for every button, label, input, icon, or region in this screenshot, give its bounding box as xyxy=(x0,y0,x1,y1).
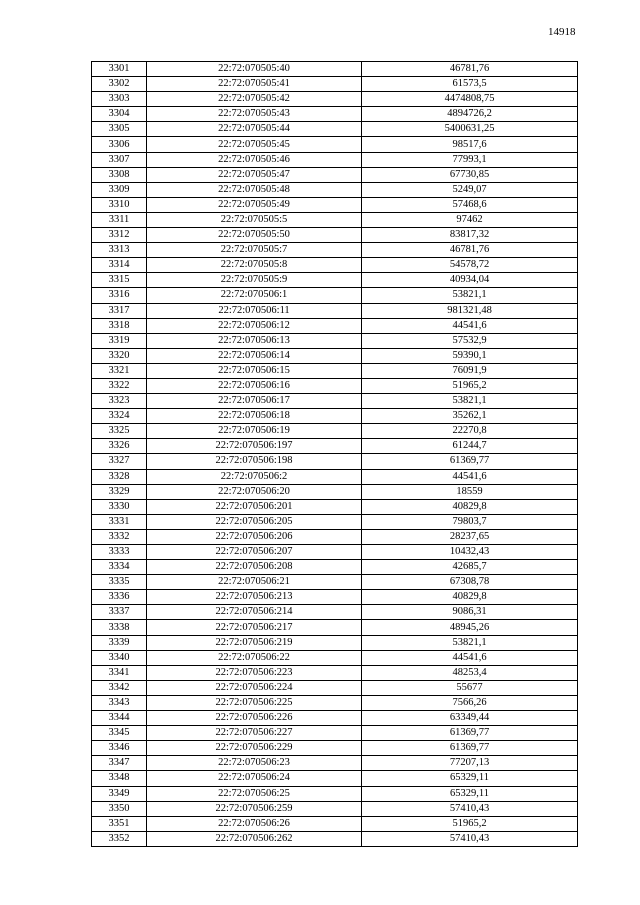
cadastral-number-cell: 22:72:070506:198 xyxy=(147,454,362,469)
table-row xyxy=(92,424,578,439)
value-cell: 9086,31 xyxy=(362,605,578,620)
cadastral-number-cell: 22:72:070506:225 xyxy=(147,695,362,710)
cadastral-number-cell: 22:72:070506:15 xyxy=(147,363,362,378)
table-row xyxy=(92,590,578,605)
value-cell: 57468,6 xyxy=(362,197,578,212)
cadastral-number-cell: 22:72:070505:47 xyxy=(147,167,362,182)
table-row xyxy=(92,303,578,318)
cadastral-number-cell: 22:72:070505:9 xyxy=(147,273,362,288)
table-row xyxy=(92,318,578,333)
table-row xyxy=(92,545,578,560)
row-number-cell: 3345 xyxy=(92,726,147,741)
cadastral-number-cell: 22:72:070506:197 xyxy=(147,439,362,454)
table-row xyxy=(92,258,578,273)
row-number-cell: 3301 xyxy=(92,62,147,77)
cadastral-number-cell: 22:72:070506:1 xyxy=(147,288,362,303)
value-cell: 61244,7 xyxy=(362,439,578,454)
cadastral-number-cell: 22:72:070506:224 xyxy=(147,680,362,695)
row-number-cell: 3308 xyxy=(92,167,147,182)
value-cell: 48945,26 xyxy=(362,620,578,635)
table-row xyxy=(92,816,578,831)
row-number-cell: 3319 xyxy=(92,333,147,348)
cadastral-number-cell: 22:72:070506:18 xyxy=(147,409,362,424)
row-number-cell: 3317 xyxy=(92,303,147,318)
value-cell: 22270,8 xyxy=(362,424,578,439)
table-row xyxy=(92,197,578,212)
row-number-cell: 3303 xyxy=(92,92,147,107)
row-number-cell: 3311 xyxy=(92,212,147,227)
table-row xyxy=(92,831,578,846)
value-cell: 57410,43 xyxy=(362,801,578,816)
table-row xyxy=(92,288,578,303)
cadastral-number-cell: 22:72:070505:45 xyxy=(147,137,362,152)
row-number-cell: 3323 xyxy=(92,394,147,409)
cadastral-number-cell: 22:72:070506:259 xyxy=(147,801,362,816)
table-row xyxy=(92,605,578,620)
cadastral-number-cell: 22:72:070506:262 xyxy=(147,831,362,846)
cadastral-number-cell: 22:72:070506:21 xyxy=(147,575,362,590)
table-row xyxy=(92,394,578,409)
cadastral-number-cell: 22:72:070505:8 xyxy=(147,258,362,273)
cadastral-number-cell: 22:72:070505:40 xyxy=(147,62,362,77)
row-number-cell: 3334 xyxy=(92,560,147,575)
value-cell: 48253,4 xyxy=(362,665,578,680)
cadastral-number-cell: 22:72:070505:7 xyxy=(147,243,362,258)
value-cell: 67730,85 xyxy=(362,167,578,182)
table-row xyxy=(92,454,578,469)
cadastral-number-cell: 22:72:070506:227 xyxy=(147,726,362,741)
value-cell: 63349,44 xyxy=(362,711,578,726)
table-row xyxy=(92,786,578,801)
table-row xyxy=(92,560,578,575)
row-number-cell: 3346 xyxy=(92,741,147,756)
value-cell: 57532,9 xyxy=(362,333,578,348)
value-cell: 77993,1 xyxy=(362,152,578,167)
cadastral-number-cell: 22:72:070506:207 xyxy=(147,545,362,560)
row-number-cell: 3338 xyxy=(92,620,147,635)
cadastral-number-cell: 22:72:070506:229 xyxy=(147,741,362,756)
table-row xyxy=(92,650,578,665)
row-number-cell: 3339 xyxy=(92,635,147,650)
cadastral-number-cell: 22:72:070505:41 xyxy=(147,77,362,92)
value-cell: 18559 xyxy=(362,484,578,499)
value-cell: 53821,1 xyxy=(362,288,578,303)
row-number-cell: 3350 xyxy=(92,801,147,816)
cadastral-number-cell: 22:72:070506:23 xyxy=(147,756,362,771)
value-cell: 40829,8 xyxy=(362,590,578,605)
cadastral-number-cell: 22:72:070506:17 xyxy=(147,394,362,409)
value-cell: 51965,2 xyxy=(362,378,578,393)
row-number-cell: 3312 xyxy=(92,228,147,243)
table-row xyxy=(92,409,578,424)
row-number-cell: 3333 xyxy=(92,545,147,560)
row-number-cell: 3318 xyxy=(92,318,147,333)
table-row xyxy=(92,726,578,741)
cadastral-number-cell: 22:72:070505:42 xyxy=(147,92,362,107)
table-row xyxy=(92,212,578,227)
table-row xyxy=(92,92,578,107)
table-row xyxy=(92,695,578,710)
row-number-cell: 3316 xyxy=(92,288,147,303)
cadastral-number-cell: 22:72:070506:13 xyxy=(147,333,362,348)
cadastral-number-cell: 22:72:070506:16 xyxy=(147,378,362,393)
value-cell: 28237,65 xyxy=(362,529,578,544)
cadastral-number-cell: 22:72:070506:22 xyxy=(147,650,362,665)
value-cell: 35262,1 xyxy=(362,409,578,424)
row-number-cell: 3304 xyxy=(92,107,147,122)
cadastral-number-cell: 22:72:070506:26 xyxy=(147,816,362,831)
cadastral-number-cell: 22:72:070506:219 xyxy=(147,635,362,650)
table-row xyxy=(92,711,578,726)
row-number-cell: 3313 xyxy=(92,243,147,258)
value-cell: 7566,26 xyxy=(362,695,578,710)
row-number-cell: 3326 xyxy=(92,439,147,454)
value-cell: 44541,6 xyxy=(362,318,578,333)
table-row xyxy=(92,228,578,243)
table-row xyxy=(92,635,578,650)
cadastral-number-cell: 22:72:070506:201 xyxy=(147,499,362,514)
value-cell: 4894726,2 xyxy=(362,107,578,122)
table-row xyxy=(92,182,578,197)
value-cell: 65329,11 xyxy=(362,771,578,786)
table-row xyxy=(92,333,578,348)
row-number-cell: 3342 xyxy=(92,680,147,695)
cadastral-number-cell: 22:72:070506:11 xyxy=(147,303,362,318)
value-cell: 61369,77 xyxy=(362,741,578,756)
cadastral-number-cell: 22:72:070505:43 xyxy=(147,107,362,122)
table-row xyxy=(92,469,578,484)
value-cell: 42685,7 xyxy=(362,560,578,575)
table-row xyxy=(92,529,578,544)
row-number-cell: 3349 xyxy=(92,786,147,801)
value-cell: 65329,11 xyxy=(362,786,578,801)
table-row xyxy=(92,665,578,680)
cadastral-number-cell: 22:72:070506:213 xyxy=(147,590,362,605)
value-cell: 67308,78 xyxy=(362,575,578,590)
value-cell: 61573,5 xyxy=(362,77,578,92)
cadastral-number-cell: 22:72:070506:19 xyxy=(147,424,362,439)
value-cell: 57410,43 xyxy=(362,831,578,846)
table-row xyxy=(92,77,578,92)
cadastral-number-cell: 22:72:070506:226 xyxy=(147,711,362,726)
value-cell: 54578,72 xyxy=(362,258,578,273)
row-number-cell: 3310 xyxy=(92,197,147,212)
cadastral-number-cell: 22:72:070505:48 xyxy=(147,182,362,197)
row-number-cell: 3336 xyxy=(92,590,147,605)
value-cell: 5400631,25 xyxy=(362,122,578,137)
row-number-cell: 3347 xyxy=(92,756,147,771)
cadastral-number-cell: 22:72:070505:46 xyxy=(147,152,362,167)
table-row xyxy=(92,499,578,514)
value-cell: 4474808,75 xyxy=(362,92,578,107)
cadastral-number-cell: 22:72:070506:24 xyxy=(147,771,362,786)
row-number-cell: 3307 xyxy=(92,152,147,167)
cadastral-number-cell: 22:72:070506:208 xyxy=(147,560,362,575)
table-row xyxy=(92,167,578,182)
row-number-cell: 3344 xyxy=(92,711,147,726)
row-number-cell: 3306 xyxy=(92,137,147,152)
cadastral-number-cell: 22:72:070506:223 xyxy=(147,665,362,680)
cadastral-number-cell: 22:72:070506:20 xyxy=(147,484,362,499)
table-body xyxy=(92,62,578,847)
value-cell: 97462 xyxy=(362,212,578,227)
cadastral-number-cell: 22:72:070505:5 xyxy=(147,212,362,227)
row-number-cell: 3343 xyxy=(92,695,147,710)
cadastral-number-cell: 22:72:070506:205 xyxy=(147,514,362,529)
row-number-cell: 3324 xyxy=(92,409,147,424)
table-row xyxy=(92,363,578,378)
value-cell: 61369,77 xyxy=(362,454,578,469)
value-cell: 77207,13 xyxy=(362,756,578,771)
row-number-cell: 3302 xyxy=(92,77,147,92)
value-cell: 10432,43 xyxy=(362,545,578,560)
cadastral-number-cell: 22:72:070506:214 xyxy=(147,605,362,620)
value-cell: 46781,76 xyxy=(362,243,578,258)
row-number-cell: 3337 xyxy=(92,605,147,620)
table-row xyxy=(92,439,578,454)
row-number-cell: 3340 xyxy=(92,650,147,665)
cadastral-number-cell: 22:72:070506:12 xyxy=(147,318,362,333)
row-number-cell: 3305 xyxy=(92,122,147,137)
value-cell: 44541,6 xyxy=(362,469,578,484)
row-number-cell: 3352 xyxy=(92,831,147,846)
row-number-cell: 3320 xyxy=(92,348,147,363)
table-row xyxy=(92,575,578,590)
row-number-cell: 3330 xyxy=(92,499,147,514)
value-cell: 59390,1 xyxy=(362,348,578,363)
value-cell: 76091,9 xyxy=(362,363,578,378)
value-cell: 55677 xyxy=(362,680,578,695)
table-row xyxy=(92,273,578,288)
value-cell: 981321,48 xyxy=(362,303,578,318)
value-cell: 40829,8 xyxy=(362,499,578,514)
row-number-cell: 3322 xyxy=(92,378,147,393)
row-number-cell: 3329 xyxy=(92,484,147,499)
row-number-cell: 3341 xyxy=(92,665,147,680)
value-cell: 79803,7 xyxy=(362,514,578,529)
row-number-cell: 3351 xyxy=(92,816,147,831)
row-number-cell: 3327 xyxy=(92,454,147,469)
table-row xyxy=(92,741,578,756)
cadastral-number-cell: 22:72:070506:217 xyxy=(147,620,362,635)
cadastral-number-cell: 22:72:070505:44 xyxy=(147,122,362,137)
value-cell: 44541,6 xyxy=(362,650,578,665)
table-row xyxy=(92,348,578,363)
table-row xyxy=(92,378,578,393)
table-row xyxy=(92,243,578,258)
value-cell: 61369,77 xyxy=(362,726,578,741)
table-row xyxy=(92,514,578,529)
cadastral-number-cell: 22:72:070506:206 xyxy=(147,529,362,544)
data-table xyxy=(91,61,578,847)
value-cell: 53821,1 xyxy=(362,394,578,409)
table-row xyxy=(92,620,578,635)
value-cell: 40934,04 xyxy=(362,273,578,288)
cadastral-number-cell: 22:72:070505:49 xyxy=(147,197,362,212)
table-row xyxy=(92,771,578,786)
row-number-cell: 3309 xyxy=(92,182,147,197)
cadastral-number-cell: 22:72:070506:2 xyxy=(147,469,362,484)
table-row xyxy=(92,137,578,152)
value-cell: 5249,07 xyxy=(362,182,578,197)
row-number-cell: 3321 xyxy=(92,363,147,378)
value-cell: 53821,1 xyxy=(362,635,578,650)
row-number-cell: 3348 xyxy=(92,771,147,786)
table-row xyxy=(92,152,578,167)
row-number-cell: 3328 xyxy=(92,469,147,484)
row-number-cell: 3331 xyxy=(92,514,147,529)
cadastral-number-cell: 22:72:070505:50 xyxy=(147,228,362,243)
table-row xyxy=(92,62,578,77)
cadastral-number-cell: 22:72:070506:14 xyxy=(147,348,362,363)
value-cell: 83817,32 xyxy=(362,228,578,243)
row-number-cell: 3315 xyxy=(92,273,147,288)
table-row xyxy=(92,484,578,499)
table-row xyxy=(92,680,578,695)
table-row xyxy=(92,756,578,771)
row-number-cell: 3325 xyxy=(92,424,147,439)
row-number-cell: 3314 xyxy=(92,258,147,273)
table-row xyxy=(92,122,578,137)
value-cell: 51965,2 xyxy=(362,816,578,831)
table-row xyxy=(92,107,578,122)
value-cell: 98517,6 xyxy=(362,137,578,152)
row-number-cell: 3335 xyxy=(92,575,147,590)
row-number-cell: 3332 xyxy=(92,529,147,544)
table-row xyxy=(92,801,578,816)
cadastral-number-cell: 22:72:070506:25 xyxy=(147,786,362,801)
value-cell: 46781,76 xyxy=(362,62,578,77)
page-number: 14918 xyxy=(548,26,576,38)
